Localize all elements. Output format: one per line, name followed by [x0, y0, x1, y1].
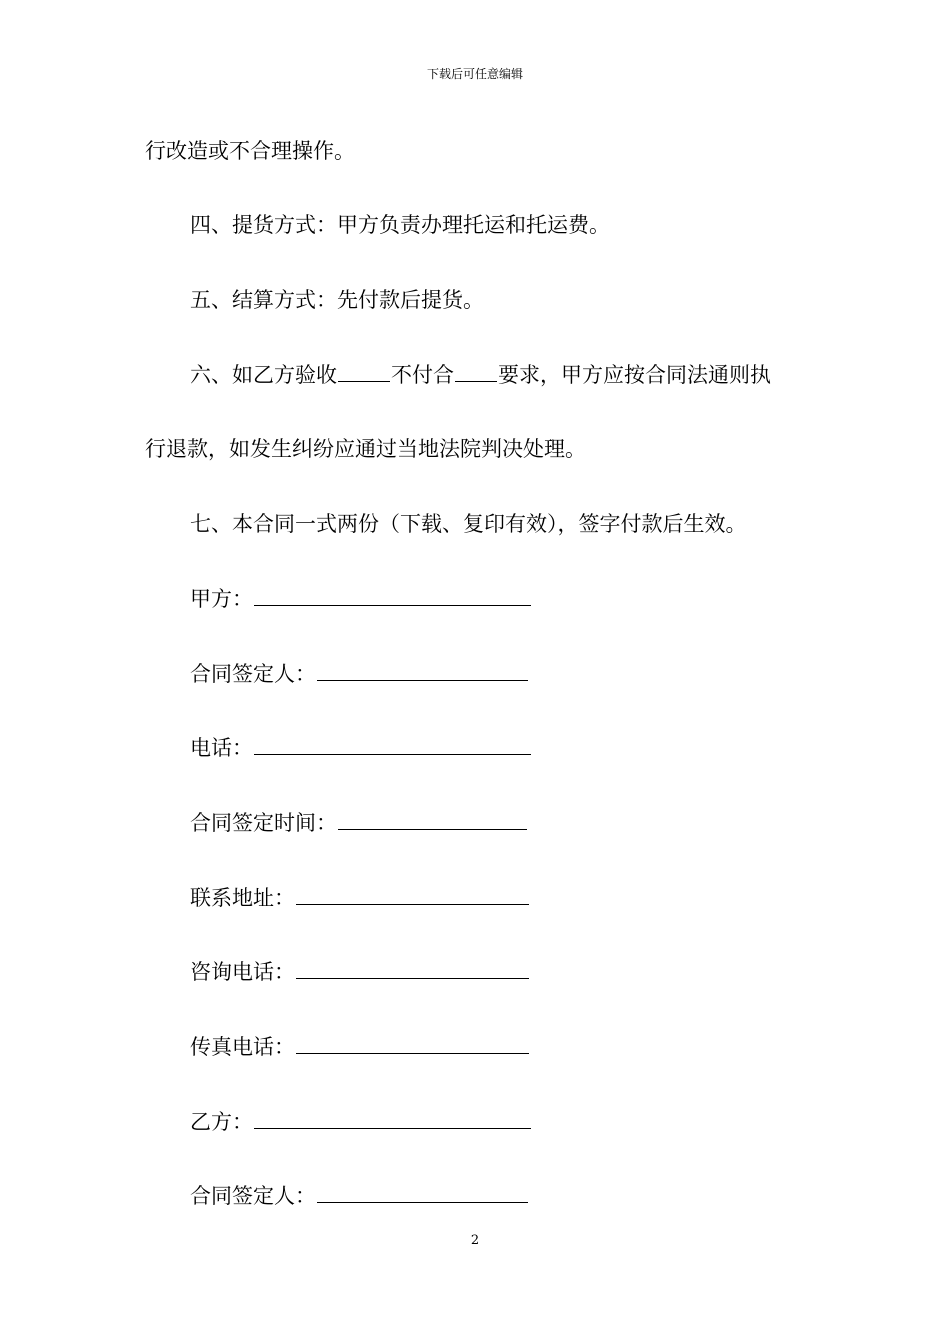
- field-blank-line[interactable]: [317, 1182, 528, 1203]
- clause-inspection-part3: 要求，甲方应按合同法通则执: [498, 363, 771, 387]
- clause-inspection: [190, 361, 771, 389]
- signature-field-phone: [190, 734, 532, 762]
- signature-field-address: [190, 884, 530, 912]
- clause-inspection-continuation: 行退款，如发生纠纷应通过当地法院判决处理。: [145, 437, 586, 461]
- blank-inspection-item[interactable]: [338, 361, 390, 382]
- signature-field-party-b: [190, 1108, 532, 1136]
- clause-inspection-part1: 六、如乙方验收: [190, 363, 337, 387]
- clause-delivery-method: 四、提货方式：甲方负责办理托运和托运费。: [190, 213, 610, 237]
- field-blank-line[interactable]: [317, 660, 528, 681]
- signature-field-inquiry-phone: [190, 958, 530, 986]
- blank-requirement[interactable]: [455, 361, 497, 382]
- clause-copies: 七、本合同一式两份（下载、复印有效），签字付款后生效。: [190, 512, 747, 536]
- field-blank-line[interactable]: [296, 958, 529, 979]
- field-blank-line[interactable]: [296, 884, 529, 905]
- field-label: 联系地址：: [190, 886, 295, 910]
- field-label: 电话：: [190, 736, 253, 760]
- field-label: 合同签定时间：: [190, 811, 337, 835]
- field-blank-line[interactable]: [254, 1108, 531, 1129]
- signature-field-signer-b: [190, 1182, 529, 1210]
- page-number: 2: [470, 1233, 480, 1248]
- field-label: 咨询电话：: [190, 960, 295, 984]
- field-blank-line[interactable]: [254, 734, 531, 755]
- field-label: 甲方：: [190, 587, 253, 611]
- signature-field-signer-a: [190, 660, 529, 688]
- page-header: 下载后可任意编辑: [426, 67, 523, 81]
- field-label: 乙方：: [190, 1110, 253, 1134]
- clause-inspection-part2: 不付合: [391, 363, 454, 387]
- field-blank-line[interactable]: [296, 1033, 529, 1054]
- clause-settlement-method: 五、结算方式：先付款后提货。: [190, 288, 484, 312]
- signature-field-fax: [190, 1033, 530, 1061]
- field-label: 传真电话：: [190, 1035, 295, 1059]
- paragraph-continuation: 行改造或不合理操作。: [145, 139, 355, 163]
- field-blank-line[interactable]: [338, 809, 527, 830]
- field-blank-line[interactable]: [254, 585, 531, 606]
- field-label: 合同签定人：: [190, 1184, 316, 1208]
- field-label: 合同签定人：: [190, 662, 316, 686]
- signature-field-party-a: [190, 585, 532, 613]
- signature-field-sign-date: [190, 809, 528, 837]
